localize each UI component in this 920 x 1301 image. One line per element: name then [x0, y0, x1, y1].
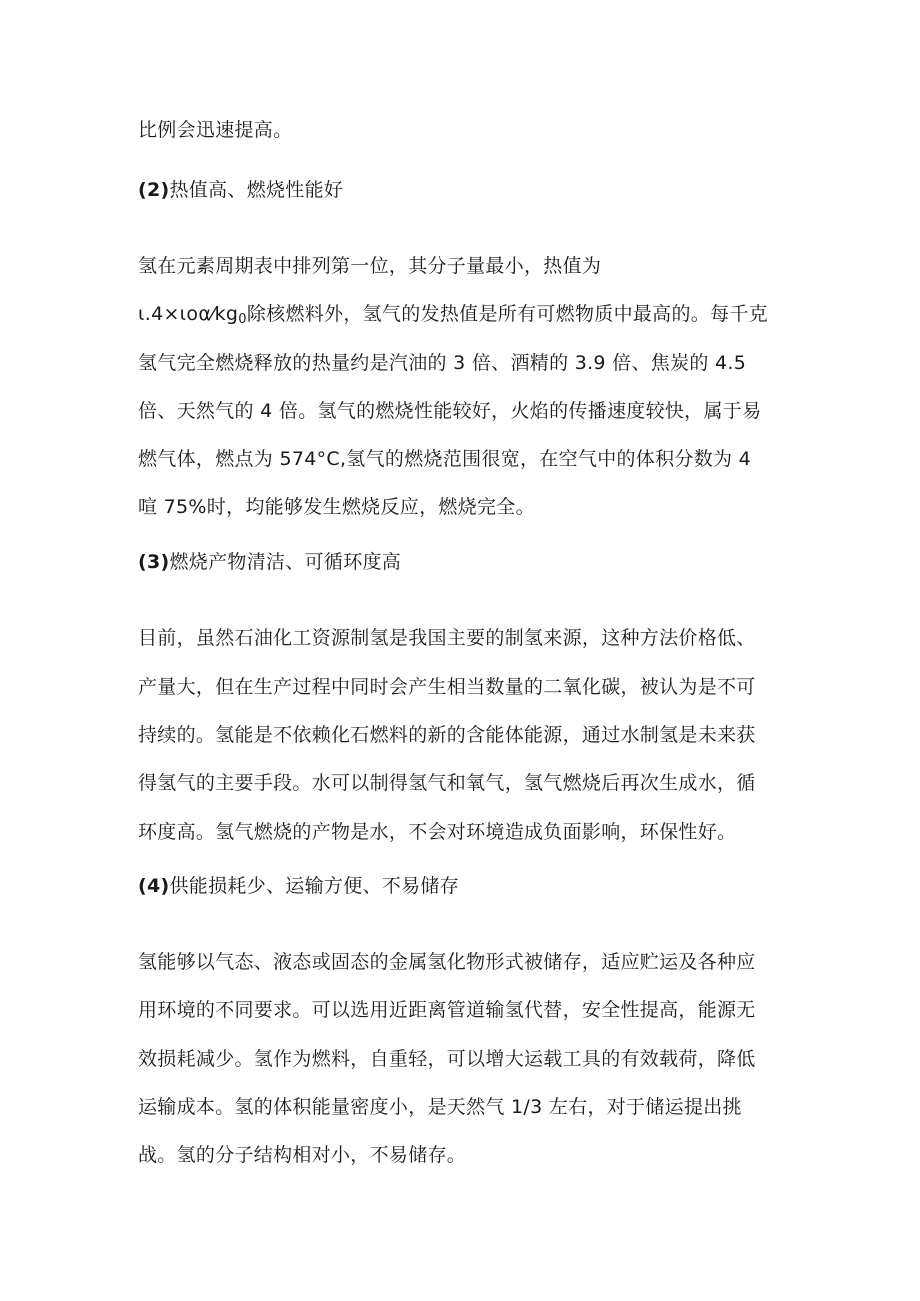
paragraph-line: 产量大，但在生产过程中同时会产生相当数量的二氧化碳，被认为是不可 — [138, 676, 756, 698]
paragraph-line: 持续的。氢能是不依赖化石燃料的新的含能体能源，通过水制氢是未来获 — [138, 724, 756, 746]
section-heading-4 — [138, 874, 798, 898]
section-number: (4) — [138, 875, 170, 897]
paragraph-line: 氢气完全燃烧释放的热量约是汽油的 3 倍、酒精的 3.9 倍、焦炭的 4.5 — [138, 352, 747, 374]
paragraph-line: 战。氢的分子结构相对小，不易储存。 — [138, 1144, 467, 1166]
paragraph-line: 得氢气的主要手段。水可以制得氢气和氧气，氢气燃烧后再次生成水，循 — [138, 772, 756, 794]
heat-value-formula-subscript: 0 — [238, 312, 247, 327]
section-heading-2 — [138, 178, 798, 202]
paragraph-line: 目前，虽然石油化工资源制氢是我国主要的制氢来源，这种方法价格低、 — [138, 627, 756, 649]
section-number: (2) — [138, 179, 170, 201]
section-title: 供能损耗少、运输方便、不易储存 — [169, 875, 460, 897]
paragraph-line: 燃气体，燃点为 574°C,氢气的燃烧范围很宽，在空气中的体积分数为 4 — [138, 448, 752, 470]
section-title: 燃烧产物清洁、可循环度高 — [169, 551, 402, 573]
intro-fragment: 比例会迅速提高。 — [138, 119, 293, 141]
paragraph-line-text: 除核燃料外，氢气的发热值是所有可燃物质中最高的。每千克 — [246, 303, 768, 325]
section-number: (3) — [138, 551, 170, 573]
paragraph-line — [138, 302, 798, 332]
section-heading-3 — [138, 550, 798, 574]
paragraph-line: 效损耗减少。氢作为燃料，自重轻，可以增大运载工具的有效载荷，降低 — [138, 1048, 756, 1070]
paragraph-line: 运输成本。氢的体积能量密度小，是天然气 1/3 左右，对于储运提出挑 — [138, 1096, 742, 1118]
paragraph-line: 喧 75%时，均能够发生燃烧反应，燃烧完全。 — [138, 496, 535, 518]
paragraph-line: 倍、天然气的 4 倍。氢气的燃烧性能较好，火焰的传播速度较快，属于易 — [138, 400, 762, 422]
paragraph-line: 氢在元素周期表中排列第一位，其分子量最小，热值为 — [138, 255, 602, 277]
heat-value-formula: ι.4×ιoα⁄kg — [138, 303, 239, 325]
paragraph-line: 环度高。氢气燃烧的产物是水，不会对环境造成负面影响，环保性好。 — [138, 821, 737, 843]
section-title: 热值高、燃烧性能好 — [169, 179, 344, 201]
paragraph-line: 氢能够以气态、液态或固态的金属氢化物形式被储存，适应贮运及各种应 — [138, 951, 756, 973]
paragraph-line: 用环境的不同要求。可以选用近距离管道输氢代替，安全性提高，能源无 — [138, 999, 756, 1021]
